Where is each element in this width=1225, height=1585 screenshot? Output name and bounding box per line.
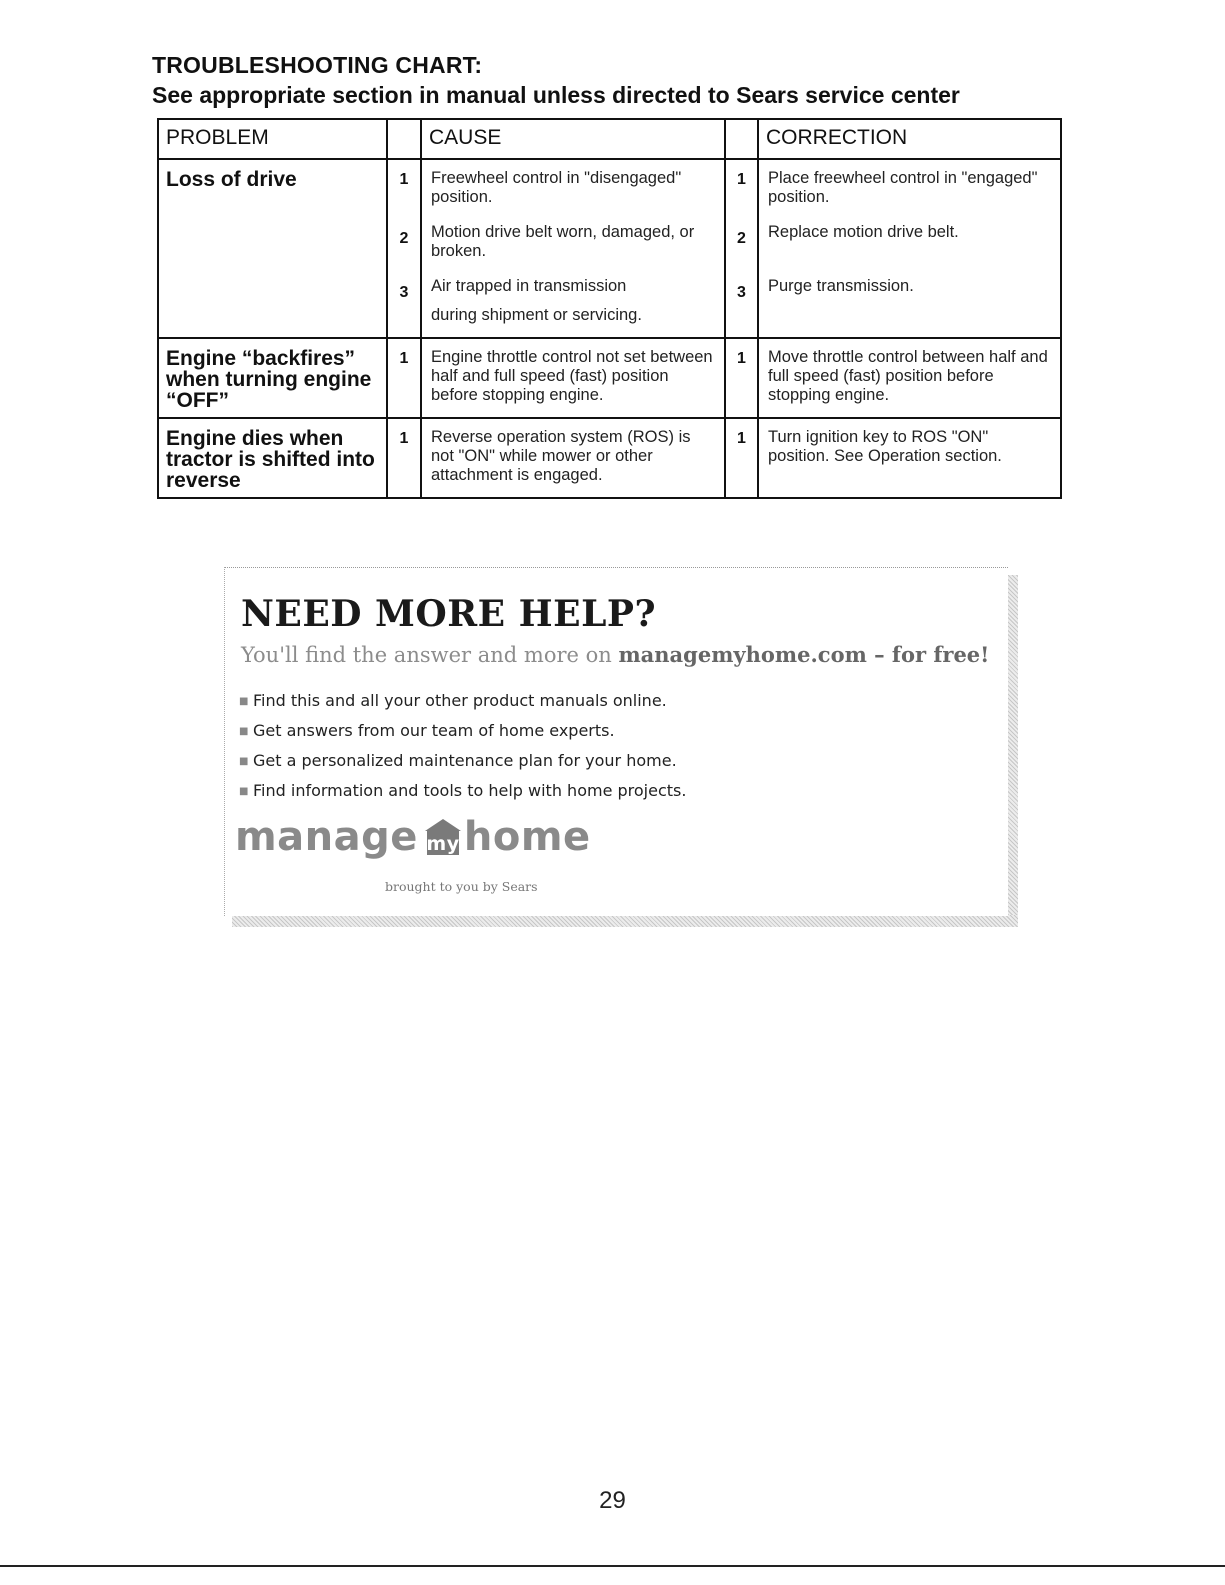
column-header-correction: CORRECTION bbox=[758, 119, 1061, 159]
correction-number: 1 bbox=[725, 338, 758, 418]
correction-text: Turn ignition key to ROS "ON" position. See Operation section. bbox=[758, 418, 1061, 498]
help-subtitle-suffix: – for free! bbox=[866, 642, 990, 667]
list-item bbox=[239, 686, 686, 716]
cause-number: 1 bbox=[387, 159, 421, 219]
cause-number: 3 bbox=[387, 273, 421, 302]
correction-number: 3 bbox=[725, 273, 758, 302]
table-header-row bbox=[158, 119, 1061, 159]
column-header-problem: PROBLEM bbox=[158, 119, 387, 159]
correction-number bbox=[725, 302, 758, 338]
table-row bbox=[158, 159, 1061, 219]
correction-number: 2 bbox=[725, 219, 758, 273]
logo-badge-text: my bbox=[426, 833, 460, 855]
cause-text: Air trapped in transmission bbox=[421, 273, 725, 302]
cause-number bbox=[387, 302, 421, 338]
house-icon bbox=[424, 818, 462, 856]
table-row bbox=[158, 418, 1061, 498]
cause-text: Freewheel control in "disengaged" position. bbox=[421, 159, 725, 219]
problem-cell: Engine “backfires” when turning engine “OFF” bbox=[158, 338, 387, 418]
cause-text: during shipment or servicing. bbox=[421, 302, 725, 338]
list-item bbox=[239, 776, 686, 806]
list-item-text: Get answers from our team of home experts. bbox=[253, 721, 615, 740]
column-header-cause: CAUSE bbox=[421, 119, 725, 159]
cause-number: 1 bbox=[387, 418, 421, 498]
help-box-shadow bbox=[232, 915, 1018, 927]
logo-byline: brought to you by Sears bbox=[385, 879, 538, 894]
correction-text: Purge transmission. bbox=[758, 273, 1061, 302]
list-item bbox=[239, 746, 686, 776]
help-subtitle-prefix: You'll find the answer and more on bbox=[241, 643, 619, 667]
correction-text: Place freewheel control in "engaged" position. bbox=[758, 159, 1061, 219]
correction-text: Move throttle control between half and full speed (fast) position before stopping engine. bbox=[758, 338, 1061, 418]
cause-number: 2 bbox=[387, 219, 421, 273]
page-title: TROUBLESHOOTING CHART: bbox=[152, 52, 483, 78]
cause-number: 1 bbox=[387, 338, 421, 418]
problem-cell: Loss of drive bbox=[158, 159, 387, 338]
cause-text: Engine throttle control not set between half and full speed (fast) position before stopping engine. bbox=[421, 338, 725, 418]
help-title: NEED MORE HELP? bbox=[241, 593, 657, 635]
table-row bbox=[158, 338, 1061, 418]
column-header-cause-num bbox=[387, 119, 421, 159]
column-header-correction-num bbox=[725, 119, 758, 159]
help-subtitle bbox=[241, 642, 989, 667]
cause-text: Reverse operation system (ROS) is not "ON" while mower or other attachment is engaged. bbox=[421, 418, 725, 498]
help-bullet-list bbox=[239, 686, 686, 806]
correction-text: Replace motion drive belt. bbox=[758, 219, 1061, 273]
help-website-link[interactable]: managemyhome.com bbox=[618, 642, 867, 667]
list-item-text: Find information and tools to help with home projects. bbox=[253, 781, 687, 800]
help-box bbox=[224, 567, 1008, 916]
bullet-icon: ■ bbox=[239, 695, 249, 707]
bullet-icon: ■ bbox=[239, 725, 249, 737]
bottom-rule bbox=[0, 1565, 1225, 1567]
managemyhome-logo bbox=[235, 814, 591, 864]
cause-text: Motion drive belt worn, damaged, or broken. bbox=[421, 219, 725, 273]
correction-number: 1 bbox=[725, 159, 758, 219]
list-item bbox=[239, 716, 686, 746]
logo-text-right: home bbox=[463, 814, 591, 860]
page-number: 29 bbox=[599, 1487, 626, 1514]
list-item-text: Get a personalized maintenance plan for your home. bbox=[253, 751, 677, 770]
correction-number: 1 bbox=[725, 418, 758, 498]
bullet-icon: ■ bbox=[239, 785, 249, 797]
list-item-text: Find this and all your other product manuals online. bbox=[253, 691, 667, 710]
help-box-shadow bbox=[1007, 575, 1018, 927]
page-subtitle: See appropriate section in manual unless directed to Sears service center bbox=[152, 82, 960, 108]
bullet-icon: ■ bbox=[239, 755, 249, 767]
correction-text bbox=[758, 302, 1061, 338]
problem-cell: Engine dies when tractor is shifted into reverse bbox=[158, 418, 387, 498]
logo-text-left: manage bbox=[235, 814, 418, 860]
troubleshooting-table bbox=[157, 118, 1062, 499]
